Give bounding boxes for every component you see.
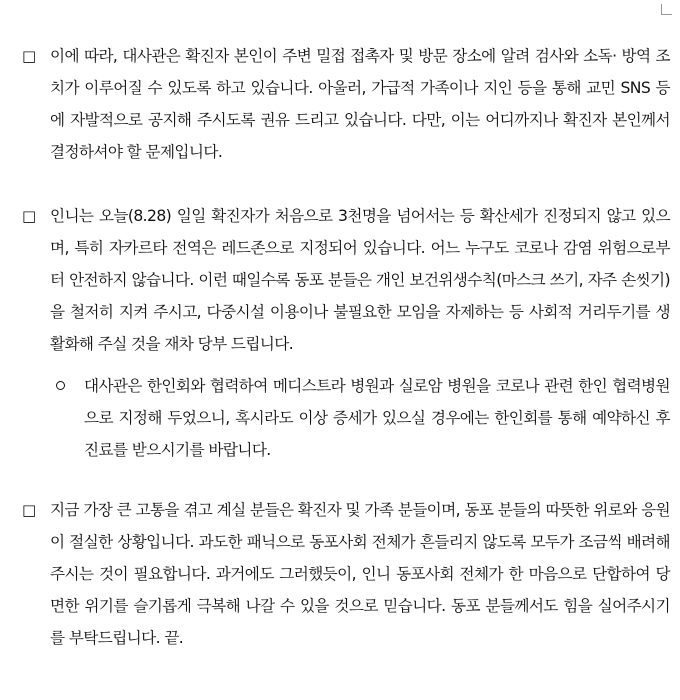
paragraph-text: 인니는 오늘(8.28) 일일 확진자가 처음으로 3천명을 넘어서는 등 확산세가 진정되지 않고 있으며, 특히 자카르타 전역은 레드존으로 지정되어 있습니다. 어느 누구도 코로나 감염 위험으로부터 안전하지 않습니다. 이런 때일수록 동포 분들은 개인 보건위생수칙(마스크 쓰기, 자주 손씻기)을 철저히 지켜 주시고, 다중시설 이용이나 불필요한 모임을 자제하는 등 사회적 거리두기를 생활화해 주실 것을 재차 당부 드립니다. bbox=[50, 207, 670, 353]
paragraph-text: 이에 따라, 대사관은 확진자 본인이 주변 밀접 접촉자 및 방문 장소에 알려 검사와 소독· 방역 조치가 이루어질 수 있도록 하고 있습니다. 아울러, 가급적 가족이나 지인 등을 통해 교민 SNS 등에 자발적으로 공지해 주시도록 권유 드리고 있습니다. 다만, 이는 어디까지나 확진자 본인께서 결정하셔야 할 문제입니다. bbox=[50, 47, 670, 161]
paragraph-support-request bbox=[22, 494, 670, 654]
paragraph-text: 지금 가장 큰 고통을 겪고 계실 분들은 확진자 및 가족 분들이며, 동포 분들의 따뜻한 위로와 응원이 절실한 상황입니다. 과도한 패닉으로 동포사회 전체가 흔들리지 않도록 모두가 조금씩 배려해 주시는 것이 필요합니다. 과거에도 그러했듯이, 인니 동포사회 전체가 한 마음으로 단합하여 당면한 위기를 슬기롭게 극복해 나갈 수 있을 것으로 믿습니다. 동포 분들께서도 힘을 실어주시기를 부탁드립니다. 끝. bbox=[50, 501, 670, 647]
page-corner-mark bbox=[661, 4, 672, 15]
square-bullet-icon: □ bbox=[22, 501, 36, 519]
square-bullet-icon: □ bbox=[22, 47, 36, 65]
circle-bullet-icon bbox=[56, 381, 65, 390]
paragraph-contact-tracing bbox=[22, 40, 670, 168]
paragraph-spacer bbox=[22, 466, 670, 494]
paragraph-spacer bbox=[22, 168, 670, 200]
subparagraph-partner-hospitals bbox=[56, 370, 670, 466]
document-body bbox=[22, 40, 670, 654]
paragraph-text: 대사관은 한인회와 협력하여 메디스트라 병원과 실로암 병원을 코로나 관련 한인 협력병원으로 지정해 두었으니, 혹시라도 이상 증세가 있으실 경우에는 한인회를 통해 예약하신 후 진료를 받으시기를 바랍니다. bbox=[84, 377, 670, 459]
square-bullet-icon: □ bbox=[22, 207, 36, 225]
paragraph-infection-status bbox=[22, 200, 670, 360]
